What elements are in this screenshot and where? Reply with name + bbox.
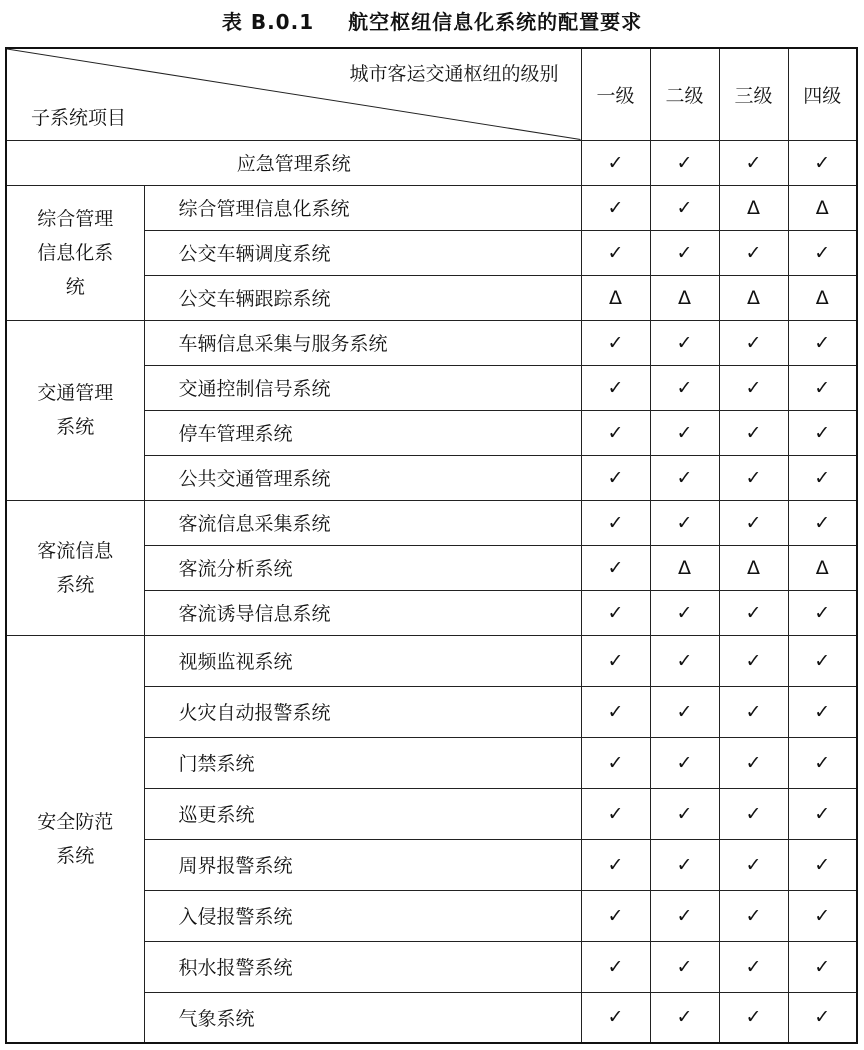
config-mark: ✓: [650, 941, 719, 992]
corner-bottom-label: 子系统项目: [31, 106, 127, 129]
subsystem-name: 公交车辆调度系统: [144, 230, 581, 275]
config-mark: ✓: [650, 890, 719, 941]
config-mark: ✓: [788, 320, 857, 365]
config-mark: ✓: [581, 890, 650, 941]
config-mark: ✓: [650, 590, 719, 635]
config-mark: ✓: [581, 590, 650, 635]
subsystem-name: 交通控制信号系统: [144, 365, 581, 410]
subsystem-name: 门禁系统: [144, 737, 581, 788]
config-mark: ✓: [650, 410, 719, 455]
subsystem-name: 公交车辆跟踪系统: [144, 275, 581, 320]
subsystem-name: 客流诱导信息系统: [144, 590, 581, 635]
config-mark: ✓: [581, 140, 650, 185]
config-mark: ✓: [719, 230, 788, 275]
config-mark: ✓: [719, 635, 788, 686]
subsystem-name: 客流分析系统: [144, 545, 581, 590]
config-mark: ✓: [719, 320, 788, 365]
level-header: 二级: [650, 48, 719, 140]
config-mark: ✓: [788, 410, 857, 455]
config-mark: ✓: [581, 788, 650, 839]
config-mark: ✓: [650, 686, 719, 737]
config-mark: ✓: [719, 839, 788, 890]
subsystem-name: 综合管理信息化系统: [144, 185, 581, 230]
table-code: 表 B.0.1: [221, 10, 315, 34]
config-mark: ✓: [719, 500, 788, 545]
system-name: 应急管理系统: [6, 140, 581, 185]
table-title-text: 航空枢纽信息化系统的配置要求: [348, 10, 643, 34]
config-mark: ✓: [788, 737, 857, 788]
config-mark: ✓: [788, 365, 857, 410]
config-mark: ✓: [650, 500, 719, 545]
category-cell: 客流信息 系统: [6, 500, 144, 635]
config-mark: ✓: [719, 410, 788, 455]
config-mark: ✓: [581, 230, 650, 275]
config-mark: ✓: [788, 500, 857, 545]
category-cell: 安全防范 系统: [6, 635, 144, 1043]
config-mark: ✓: [788, 992, 857, 1043]
config-mark: ✓: [581, 365, 650, 410]
config-mark: ✓: [719, 590, 788, 635]
subsystem-name: 入侵报警系统: [144, 890, 581, 941]
config-mark: ✓: [581, 410, 650, 455]
config-mark: ✓: [788, 635, 857, 686]
config-mark: ✓: [650, 365, 719, 410]
config-mark: ✓: [581, 686, 650, 737]
config-mark: ✓: [719, 941, 788, 992]
config-mark: ✓: [719, 737, 788, 788]
header-row: [6, 48, 857, 140]
config-mark: ✓: [581, 185, 650, 230]
category-cell: 综合管理 信息化系 统: [6, 185, 144, 320]
config-mark: ✓: [788, 140, 857, 185]
config-mark: Δ: [650, 275, 719, 320]
config-mark: ✓: [788, 890, 857, 941]
config-mark: ✓: [650, 455, 719, 500]
level-header: 三级: [719, 48, 788, 140]
config-mark: Δ: [788, 185, 857, 230]
subsystem-name: 巡更系统: [144, 788, 581, 839]
config-table: [5, 47, 858, 1044]
table-title: [0, 6, 864, 35]
config-mark: Δ: [788, 545, 857, 590]
config-mark: ✓: [581, 545, 650, 590]
config-mark: ✓: [788, 941, 857, 992]
config-mark: ✓: [581, 455, 650, 500]
subsystem-name: 车辆信息采集与服务系统: [144, 320, 581, 365]
config-mark: Δ: [650, 545, 719, 590]
config-mark: Δ: [788, 275, 857, 320]
table-row: [6, 140, 857, 185]
config-mark: ✓: [650, 992, 719, 1043]
config-mark: ✓: [581, 941, 650, 992]
subsystem-name: 周界报警系统: [144, 839, 581, 890]
config-mark: ✓: [581, 500, 650, 545]
table-row: [6, 320, 857, 365]
config-mark: ✓: [650, 185, 719, 230]
config-mark: ✓: [719, 686, 788, 737]
config-mark: ✓: [788, 455, 857, 500]
subsystem-name: 视频监视系统: [144, 635, 581, 686]
config-mark: ✓: [719, 365, 788, 410]
config-mark: ✓: [581, 635, 650, 686]
level-header: 四级: [788, 48, 857, 140]
table-row: [6, 500, 857, 545]
config-mark: ✓: [581, 992, 650, 1043]
config-mark: ✓: [788, 788, 857, 839]
config-mark: ✓: [719, 992, 788, 1043]
subsystem-name: 积水报警系统: [144, 941, 581, 992]
subsystem-name: 客流信息采集系统: [144, 500, 581, 545]
subsystem-name: 火灾自动报警系统: [144, 686, 581, 737]
config-mark: Δ: [719, 275, 788, 320]
config-mark: ✓: [650, 788, 719, 839]
config-mark: ✓: [650, 839, 719, 890]
config-mark: ✓: [581, 320, 650, 365]
corner-header: [6, 48, 581, 140]
table-row: [6, 185, 857, 230]
config-mark: ✓: [650, 140, 719, 185]
level-header: 一级: [581, 48, 650, 140]
category-cell: 交通管理 系统: [6, 320, 144, 500]
subsystem-name: 停车管理系统: [144, 410, 581, 455]
config-mark: ✓: [788, 230, 857, 275]
config-mark: ✓: [719, 140, 788, 185]
config-mark: ✓: [788, 590, 857, 635]
config-mark: ✓: [650, 737, 719, 788]
config-mark: ✓: [719, 788, 788, 839]
config-mark: ✓: [581, 839, 650, 890]
config-mark: Δ: [719, 545, 788, 590]
config-mark: ✓: [581, 737, 650, 788]
config-mark: ✓: [650, 320, 719, 365]
corner-top-label: 城市客运交通枢纽的级别: [349, 63, 559, 85]
config-mark: ✓: [719, 890, 788, 941]
config-mark: ✓: [719, 455, 788, 500]
config-mark: Δ: [719, 185, 788, 230]
config-mark: Δ: [581, 275, 650, 320]
subsystem-name: 气象系统: [144, 992, 581, 1043]
config-mark: ✓: [788, 686, 857, 737]
subsystem-name: 公共交通管理系统: [144, 455, 581, 500]
table-row: [6, 635, 857, 686]
config-mark: ✓: [788, 839, 857, 890]
config-mark: ✓: [650, 230, 719, 275]
config-mark: ✓: [650, 635, 719, 686]
